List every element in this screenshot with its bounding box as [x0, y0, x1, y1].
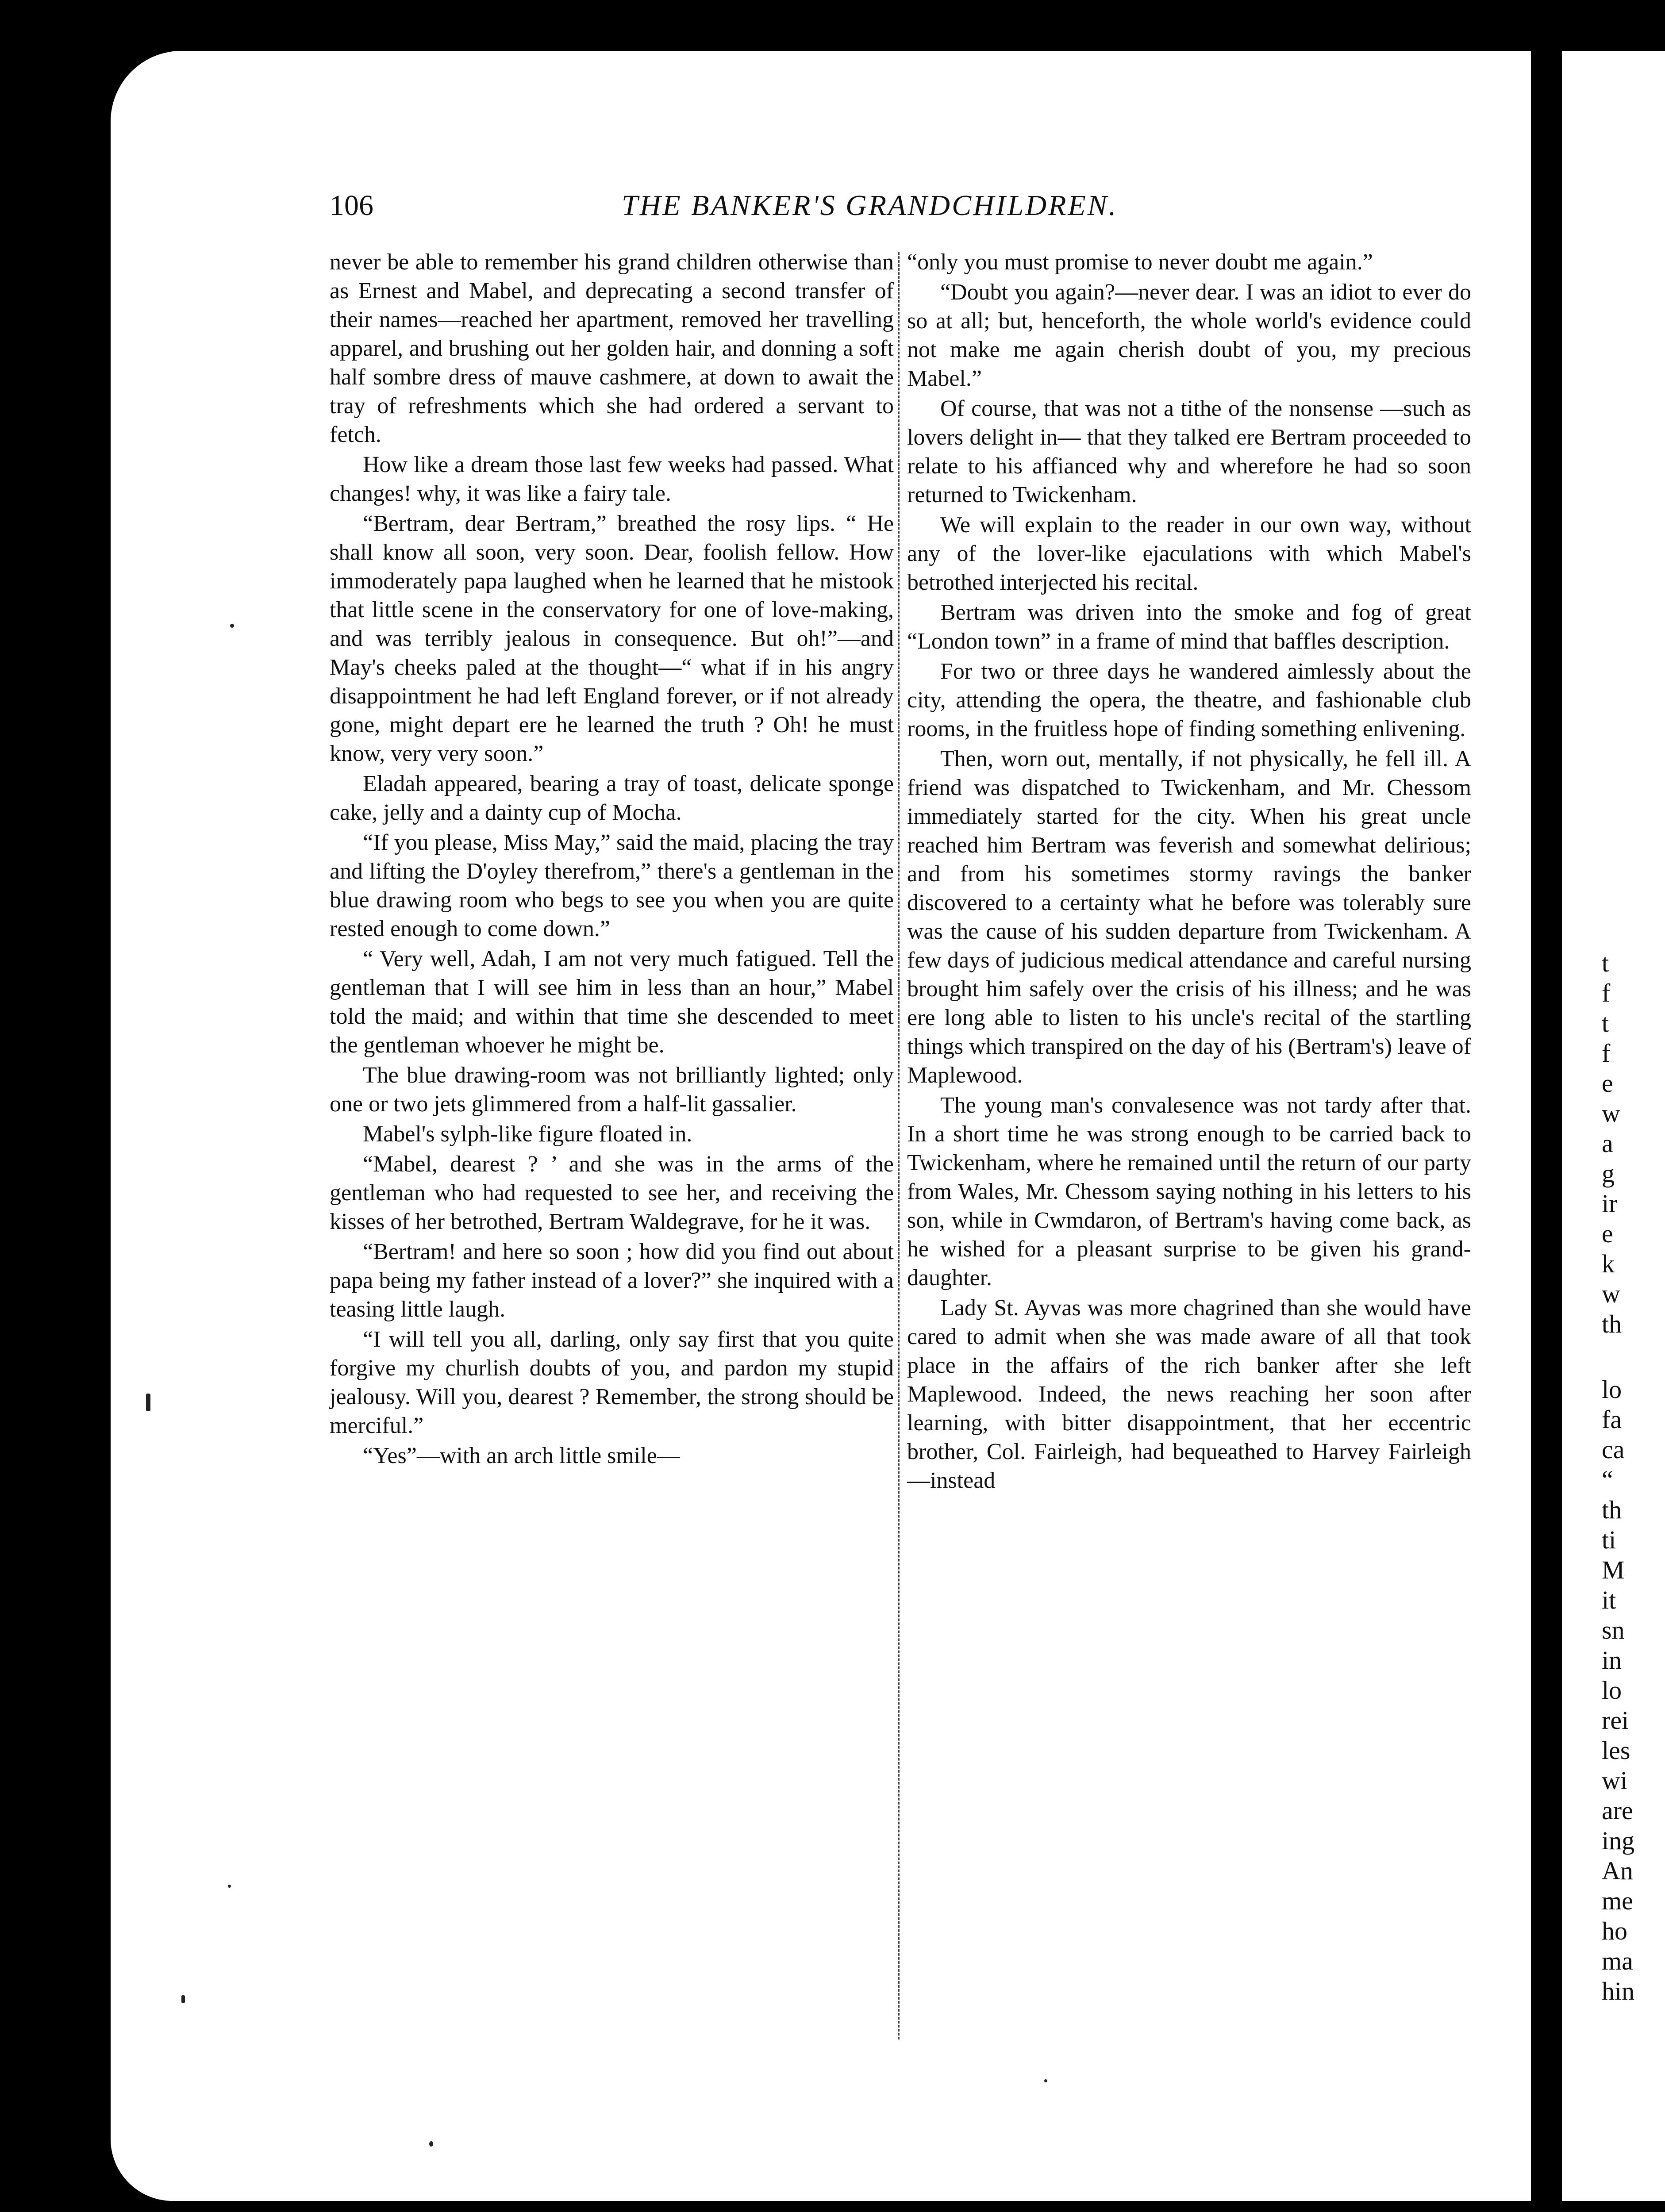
left-text-column	[330, 248, 894, 1471]
column-divider	[898, 252, 900, 2039]
next-page-fragment: f	[1602, 1039, 1611, 1068]
next-page-fragment: sn	[1602, 1616, 1625, 1644]
right-text-column	[907, 248, 1471, 1496]
paragraph: “only you must promise to never doubt me again.”	[907, 250, 1373, 275]
paragraph: “Bertram, dear Bertram,” breathed the rosy lips. “ He shall know all soon, very soon. Dear, foolish fellow. How immoderately papa laughed when he learned that he mistook that little scene in the conservatory for one of love-making, and was terribly jealous in consequence. But oh!”—and May's cheeks paled at the thought—“ what if in his angry disappointment he had left England forever, or if not already gone, might depart ere he learned the truth ? Oh! he must know, very very soon.”	[330, 511, 894, 766]
print-speck	[146, 1394, 150, 1411]
print-speck	[181, 1995, 185, 2003]
next-page-fragment: M	[1602, 1555, 1625, 1584]
paragraph: never be able to remember his grand children otherwise than as Ernest and Mabel, and deprecating a second transfer of their names—reached her apartment, removed her travelling apparel, and brushing out her golden hair, and donning a soft half sombre dress of mauve cashmere, at down to await the tray of refreshments which she had ordered a servant to fetch.	[330, 250, 894, 447]
next-page-fragment: it	[1602, 1586, 1616, 1614]
paragraph: “Mabel, dearest ? ’ and she was in the arms of the gentleman who had requested to see her, and receiving the kisses of her betrothed, Bertram Waldegrave, for he it was.	[330, 1152, 894, 1234]
paragraph: “Yes”—with an arch little smile—	[363, 1443, 680, 1468]
print-speck	[228, 1885, 231, 1888]
paragraph: “Doubt you again?—never dear. I was an idiot to ever do so at all; but, henceforth, the whole world's evidence could not make me again cherish doubt of you, my precious Mabel.”	[907, 280, 1471, 391]
paragraph: We will explain to the reader in our own way, without any of the lover-like ejaculations with which Mabel's betrothed interjected his recital.	[907, 512, 1471, 595]
next-page-fragment: hin	[1602, 1977, 1635, 2005]
paragraph: “If you please, Miss May,” said the maid, placing the tray and lifting the D'oyley therefrom,” there's a gentleman in the blue drawing room who begs to see you when you are quite rested enough to come down.”	[330, 830, 894, 941]
next-page-fragment: “	[1602, 1465, 1613, 1494]
next-page-fragment: ma	[1602, 1947, 1633, 1975]
running-title: THE BANKER'S GRANDCHILDREN.	[622, 189, 1118, 222]
page-number: 106	[330, 189, 373, 222]
next-page-fragment: lo	[1602, 1375, 1622, 1404]
next-page-fragment: th	[1602, 1310, 1622, 1338]
next-page-fragment: e	[1602, 1219, 1613, 1248]
print-speck	[230, 624, 234, 628]
paragraph: “I will tell you all, darling, only say first that you quite forgive my churlish doubts of you, and pardon my stupid jealousy. Will you, dearest ? Remember, the strong should be merciful.”	[330, 1327, 894, 1438]
adjacent-page-edge	[1562, 51, 1665, 2201]
paragraph: Of course, that was not a tithe of the nonsense —such as lovers delight in— that they talked ere Bertram proceeded to relate to his affianced why and wherefore he had so soon returned to Twickenham.	[907, 396, 1471, 507]
print-speck	[1044, 2079, 1047, 2082]
print-speck	[429, 2141, 433, 2147]
next-page-fragment: fa	[1602, 1405, 1622, 1434]
next-page-fragment: are	[1602, 1796, 1633, 1825]
next-page-fragment: in	[1602, 1646, 1622, 1674]
next-page-fragment: k	[1602, 1249, 1615, 1278]
next-page-fragment: lo	[1602, 1676, 1622, 1705]
paragraph: Lady St. Ayvas was more chagrined than she would have cared to admit when she was made aware of all that took place in the affairs of the rich banker after she left Maplewood. Indeed, the news reaching her soon after learning, with bitter disappointment, that her eccentric brother, Col. Fairleigh, had bequeathed to Harvey Fairleigh—instead	[907, 1295, 1471, 1493]
next-page-fragment: wi	[1602, 1766, 1627, 1795]
paragraph: Mabel's sylph-like figure floated in.	[363, 1121, 692, 1147]
next-page-fragment: e	[1602, 1069, 1613, 1098]
next-page-fragment: w	[1602, 1279, 1620, 1308]
next-page-fragment: rei	[1602, 1706, 1629, 1735]
next-page-fragment: g	[1602, 1159, 1615, 1188]
next-page-fragment: f	[1602, 979, 1611, 1007]
paragraph: “Bertram! and here so soon ; how did you find out about papa being my father instead of a lover?” she inquired with a teasing little laugh.	[330, 1239, 894, 1322]
paragraph: The blue drawing-room was not brilliantly lighted; only one or two jets glimmered from a half-lit gassalier.	[330, 1063, 894, 1117]
next-page-fragment: ti	[1602, 1525, 1616, 1554]
page-gutter	[1531, 51, 1562, 2201]
next-page-fragment: ho	[1602, 1916, 1627, 1945]
paragraph: The young man's convalesence was not tardy after that. In a short time he was strong enough to be carried back to Twickenham, where he remained until the return of our party from Wales, Mr. Chessom saying nothing in his letters to his son, while in Cwmdaron, of Bertram's having come back, as he wished for a pleasant surprise to be given his grand-daughter.	[907, 1093, 1471, 1290]
next-page-fragment: ca	[1602, 1435, 1625, 1464]
next-page-fragment: a	[1602, 1129, 1613, 1158]
paragraph: Bertram was driven into the smoke and fog of great “London town” in a frame of mind that baffles description.	[907, 600, 1471, 654]
paragraph: How like a dream those last few weeks had passed. What changes! why, it was like a fairy tale.	[330, 452, 894, 506]
next-page-fragment: t	[1602, 1009, 1609, 1037]
next-page-fragment: les	[1602, 1736, 1630, 1765]
next-page-fragment: t	[1602, 949, 1609, 977]
next-page-fragment: An	[1602, 1856, 1633, 1885]
next-page-fragment: ing	[1602, 1826, 1635, 1855]
next-page-fragment: me	[1602, 1886, 1633, 1915]
paragraph: “ Very well, Adah, I am not very much fatigued. Tell the gentleman that I will see him in less than an hour,” Mabel told the maid; and within that time she descended to meet the gentleman whoever he might be.	[330, 946, 894, 1058]
next-page-fragment: ir	[1602, 1189, 1618, 1218]
paragraph: Eladah appeared, bearing a tray of toast, delicate sponge cake, jelly and a dainty cup of Mocha.	[330, 771, 894, 825]
paragraph: For two or three days he wandered aimlessly about the city, attending the opera, the theatre, and fashionable club rooms, in the fruitless hope of finding something enlivening.	[907, 659, 1471, 741]
next-page-fragment: w	[1602, 1099, 1620, 1128]
next-page-fragment: th	[1602, 1495, 1622, 1524]
paragraph: Then, worn out, mentally, if not physically, he fell ill. A friend was dispatched to Twickenham, and Mr. Chessom immediately started for the city. When his great uncle reached him Bertram was feverish and somewhat delirious; and from his sometimes stormy ravings the banker discovered to a certainty what he before was tolerably sure was the cause of his sudden departure from Twickenham. A few days of judicious medical attendance and careful nursing brought him safely over the crisis of his illness; and he was ere long able to listen to his uncle's recital of the startling things which transpired on the day of his (Bertram's) leave of Maplewood.	[907, 746, 1471, 1088]
page-header	[330, 188, 1338, 228]
